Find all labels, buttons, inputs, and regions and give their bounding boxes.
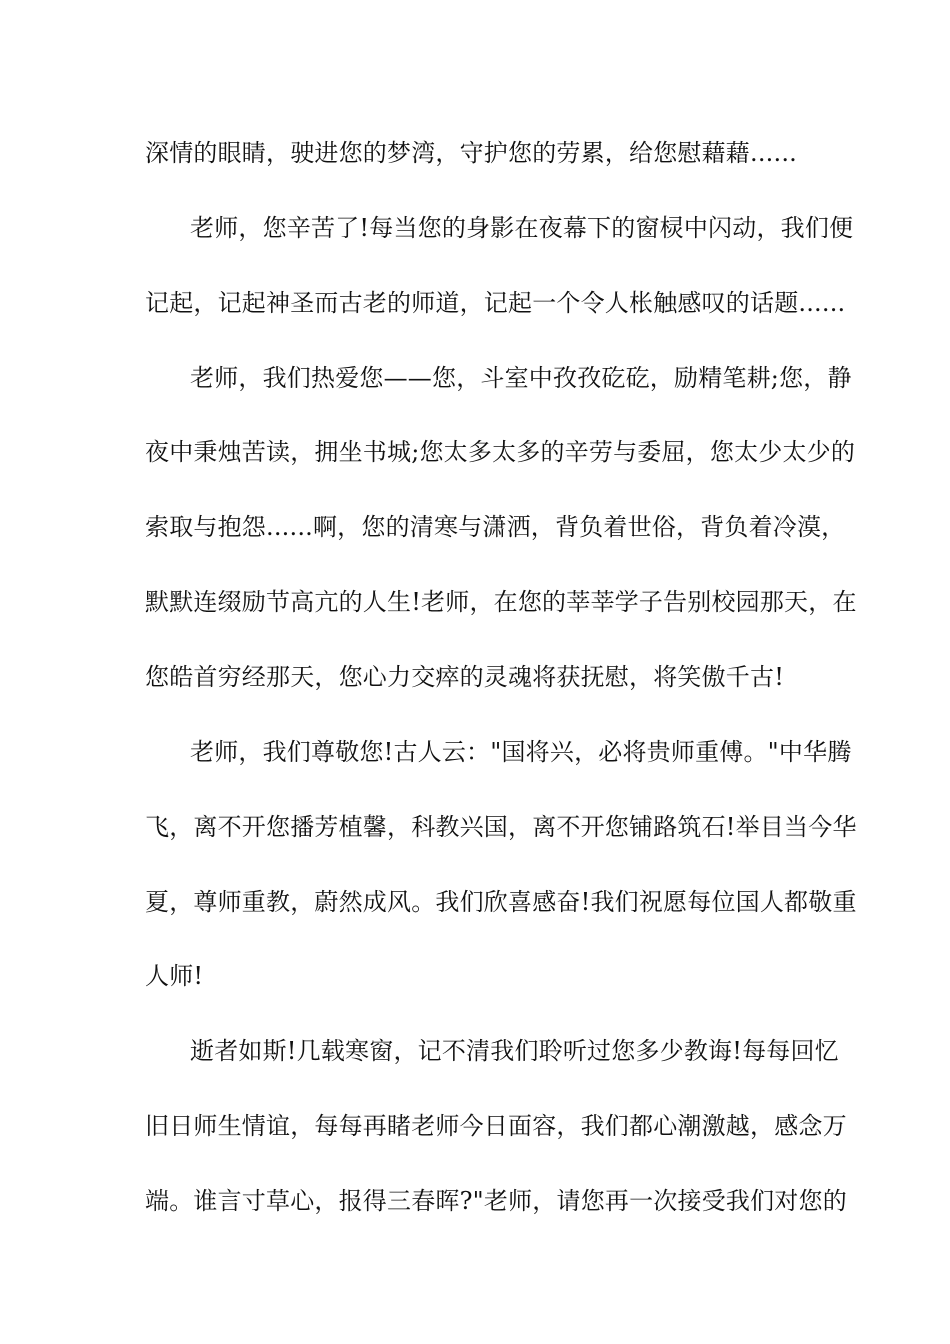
text-line-5: 夜中秉烛苦读，拥坐书城;您太多太多的辛劳与委屈，您太少太少的 [145,438,856,466]
text-line-6: 索取与抱怨......啊，您的清寒与潇洒，背负着世俗，背负着冷漠， [145,513,846,541]
text-line-2: 老师，您辛苦了!每当您的身影在夜幕下的窗棂中闪动，我们便 [190,214,854,242]
text-line-3: 记起，记起神圣而古老的师道，记起一个令人枨触感叹的话题...... [145,289,846,317]
text-line-4: 老师，我们热爱您——您，斗室中孜孜矻矻，励精笔耕;您，静 [190,364,852,392]
text-line-11: 夏，尊师重教，蔚然成风。我们欣喜感奋!我们祝愿每位国人都敬重 [145,888,857,916]
text-line-1: 深情的眼睛，驶进您的梦湾，守护您的劳累，给您慰藉藉...... [145,139,797,167]
text-line-7: 默默连缀励节高亢的人生!老师，在您的莘莘学子告别校园那天，在 [145,588,857,616]
text-line-10: 飞，离不开您播芳植馨，科教兴国，离不开您铺路筑石!举目当今华 [145,813,857,841]
text-line-9: 老师，我们尊敬您!古人云："国将兴，必将贵师重傅。"中华腾 [190,738,852,766]
text-line-15: 端。谁言寸草心，报得三春晖?"老师，请您再一次接受我们对您的 [145,1187,847,1215]
text-line-13: 逝者如斯!几载寒窗，记不清我们聆听过您多少教诲!每每回忆 [190,1037,839,1065]
text-line-14: 旧日师生情谊，每每再睹老师今日面容，我们都心潮激越，感念万 [145,1112,847,1140]
text-line-12: 人师! [145,962,204,990]
text-line-8: 您皓首穷经那天，您心力交瘁的灵魂将获抚慰，将笑傲千古! [145,663,785,691]
